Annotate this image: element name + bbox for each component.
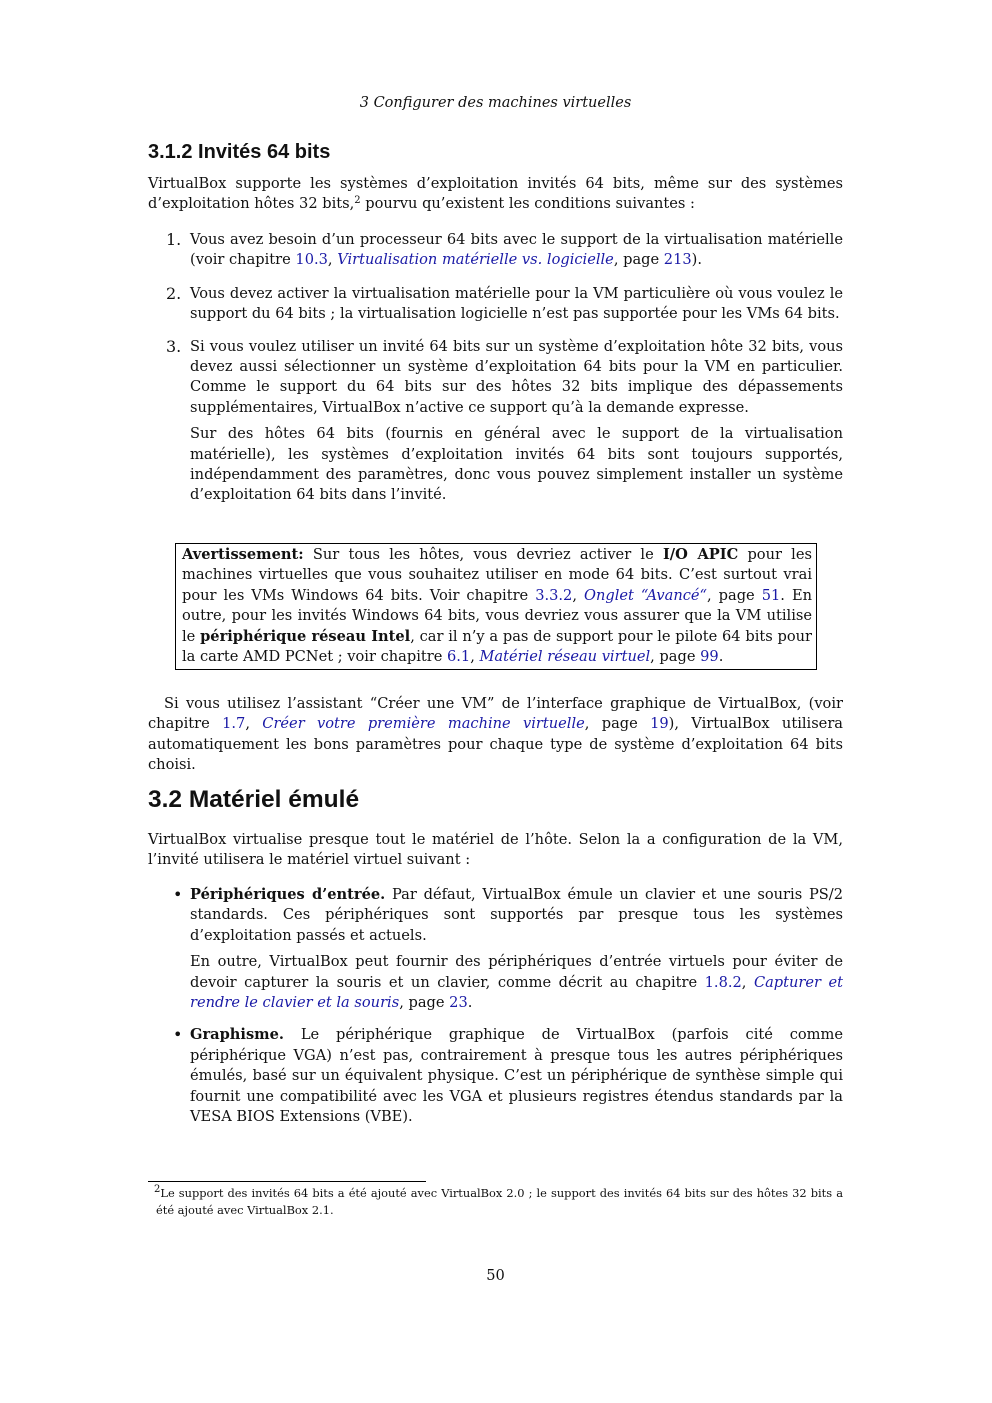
page-link-51[interactable]: 51	[761, 586, 781, 604]
running-head: 3 Configurer des machines virtuelles	[359, 95, 632, 111]
chapter-link-6-1[interactable]: 6.1	[446, 648, 471, 666]
page-link-23[interactable]: 23	[449, 994, 468, 1012]
intro-paragraph	[148, 174, 843, 215]
chapter-link-3-3-2[interactable]: 3.3.2	[535, 586, 573, 604]
item-text-end: ).	[691, 251, 702, 269]
warning-text: , car il n’y a pas de support pour le pilote 64 bits pour la carte AMD PCNet ; voir chapitre	[182, 627, 812, 666]
intro-text	[148, 174, 843, 215]
warning-bold-io-apic: I/O APIC	[662, 546, 739, 563]
separator: ,	[741, 973, 754, 991]
footnote-text: Le support des invités 64 bits a été ajouté avec VirtualBox 2.0 ; le support des invités 64 bits sur des hôtes 32 bits a été ajouté avec VirtualBox 2.1.	[156, 1186, 843, 1217]
item-label: Graphisme.	[190, 1026, 284, 1044]
page-prefix: , page	[613, 251, 664, 269]
chapter-title-link-3-3-2[interactable]: Onglet “Avancé“	[584, 586, 708, 604]
item-text-continuation: En outre, VirtualBox peut fournir des périphériques d’entrée virtuels pour éviter de devoir capturer la souris et un clavier, comme décrit au chapitre	[190, 953, 843, 991]
item-text-end: .	[467, 994, 473, 1012]
chapter-title-link-1-7[interactable]: Créer votre première machine virtuelle	[262, 715, 585, 733]
chapter-title-link-6-1[interactable]: Matériel réseau virtuel	[479, 648, 651, 666]
wizard-text: Si vous utilisez l’assistant “Créer une VM” de l’interface graphique de VirtualBox, (voir chapitre	[148, 695, 843, 733]
intro-text-a: VirtualBox supporte les systèmes d’exploitation invités 64 bits, même sur des systèmes d’exploitation hôtes 32 bits,	[148, 175, 843, 213]
item-text: Par défaut, VirtualBox émule un clavier et une souris PS/2 standards. Ces périphériques sont supportés par presque tous les systèmes d’exploitation passés et actuels.	[190, 886, 843, 944]
list-item	[148, 284, 843, 325]
list-item	[148, 230, 843, 271]
emulated-intro-text: VirtualBox virtualise presque tout le matériel de l’hôte. Selon la a configuration de la VM, l’invité utilisera le matériel virtuel suivant :	[148, 831, 843, 869]
list-item	[148, 337, 843, 506]
page-prefix: , page	[707, 586, 762, 604]
section-heading-3-2: 3.2 Matériel émulé	[148, 786, 360, 813]
wizard-text-end: ), VirtualBox utilisera automatiquement les bons paramètres pour chaque type de système d’exploitation 64 bits choisi.	[148, 715, 843, 774]
intro-text-b: pourvu qu’existent les conditions suivantes :	[360, 195, 695, 213]
item-text: Vous avez besoin d’un processeur 64 bits avec le support de la virtualisation matérielle (voir chapitre	[190, 231, 843, 269]
item-text: Si vous voulez utiliser un invité 64 bits sur un système d’exploitation hôte 32 bits, vous devez aussi sélectionner un système d’exploitation 64 bits pour la VM en particulier. Comme le support du 64 bits sur des hôtes 32 bits implique des dépassements supplémentaires, VirtualBox n’active ce support qu’à la demande expresse.	[190, 337, 843, 416]
item-text-continuation: Sur des hôtes 64 bits (fournis en général avec le support de la virtualisation matérielle), les systèmes d’exploitation invités 64 bits sont toujours supportés, indépendamment des paramètres, donc vous pouvez simplement installer un système d’exploitation 64 bits dans l’invité.	[190, 425, 843, 504]
chapter-link-10-3[interactable]: 10.3	[295, 251, 328, 269]
page-prefix: , page	[399, 994, 450, 1012]
warning-text-end: .	[718, 648, 724, 666]
chapter-link-1-8-2[interactable]: 1.8.2	[704, 973, 742, 991]
page-prefix: , page	[650, 648, 701, 666]
page-link-213[interactable]: 213	[663, 251, 692, 269]
footnote	[156, 1185, 843, 1218]
separator: ,	[572, 586, 584, 604]
warning-box	[175, 543, 817, 670]
warning-text: pour les machines virtuelles que vous souhaitez utiliser en mode 64 bits. C’est surtout vrai pour les VMs Windows 64 bits. Voir chapitre	[182, 546, 812, 604]
item-label: Périphériques d’entrée.	[190, 886, 386, 903]
bullet-icon: •	[173, 1025, 183, 1045]
emulated-intro	[148, 830, 843, 871]
footnote-ref[interactable]: 2	[354, 195, 361, 207]
section-heading-3-1-2: 3.1.2 Invités 64 bits	[148, 141, 331, 163]
requirements-list	[148, 230, 843, 506]
list-number: 1.	[166, 230, 182, 249]
warning-text: . En outre, pour les invités Windows 64 bits, vous devriez vous assurer que la VM utilise le	[182, 586, 812, 645]
separator: ,	[470, 648, 480, 666]
warning-label: Avertissement:	[182, 546, 304, 563]
chapter-title-link-10-3[interactable]: Virtualisation matérielle vs. logicielle	[337, 251, 614, 269]
list-item	[148, 885, 843, 1013]
page-number: 50	[486, 1267, 505, 1284]
separator: ,	[245, 715, 263, 733]
list-number: 2.	[166, 283, 182, 303]
emulated-hardware-list	[148, 885, 843, 1127]
footnote-mark: 2	[154, 1184, 161, 1195]
warning-text: Sur tous les hôtes, vous devriez activer le	[303, 546, 663, 563]
wizard-paragraph	[148, 694, 843, 776]
list-item	[148, 1025, 843, 1127]
page-prefix: , page	[584, 715, 651, 733]
item-text: Le périphérique graphique de VirtualBox (parfois cité comme périphérique VGA) n’est pas, contrairement à presque tous les autres périphériques émulés, basé sur un équivalent physique. C’est un périphérique de synthèse simple qui fournit une compatibilité avec les VGA et plusieurs registres étendus standards par la VESA BIOS Extensions (VBE).	[190, 1026, 843, 1126]
item-text: Vous devez activer la virtualisation matérielle pour la VM particulière où vous voulez le support du 64 bits ; la virtualisation logicielle n’est pas supportée pour les VMs 64 bits.	[190, 284, 843, 323]
warning-bold-intel-nic: périphérique réseau Intel	[200, 627, 411, 645]
footnote-divider	[148, 1181, 426, 1182]
list-number: 3.	[166, 336, 182, 356]
chapter-link-1-7[interactable]: 1.7	[222, 715, 246, 733]
page-link-19[interactable]: 19	[650, 715, 669, 733]
separator: ,	[327, 251, 338, 269]
page-link-99[interactable]: 99	[700, 648, 719, 666]
chapter-title-link-1-8-2[interactable]: Capturer et rendre le clavier et la souris	[190, 973, 844, 1012]
bullet-icon: •	[173, 885, 183, 904]
